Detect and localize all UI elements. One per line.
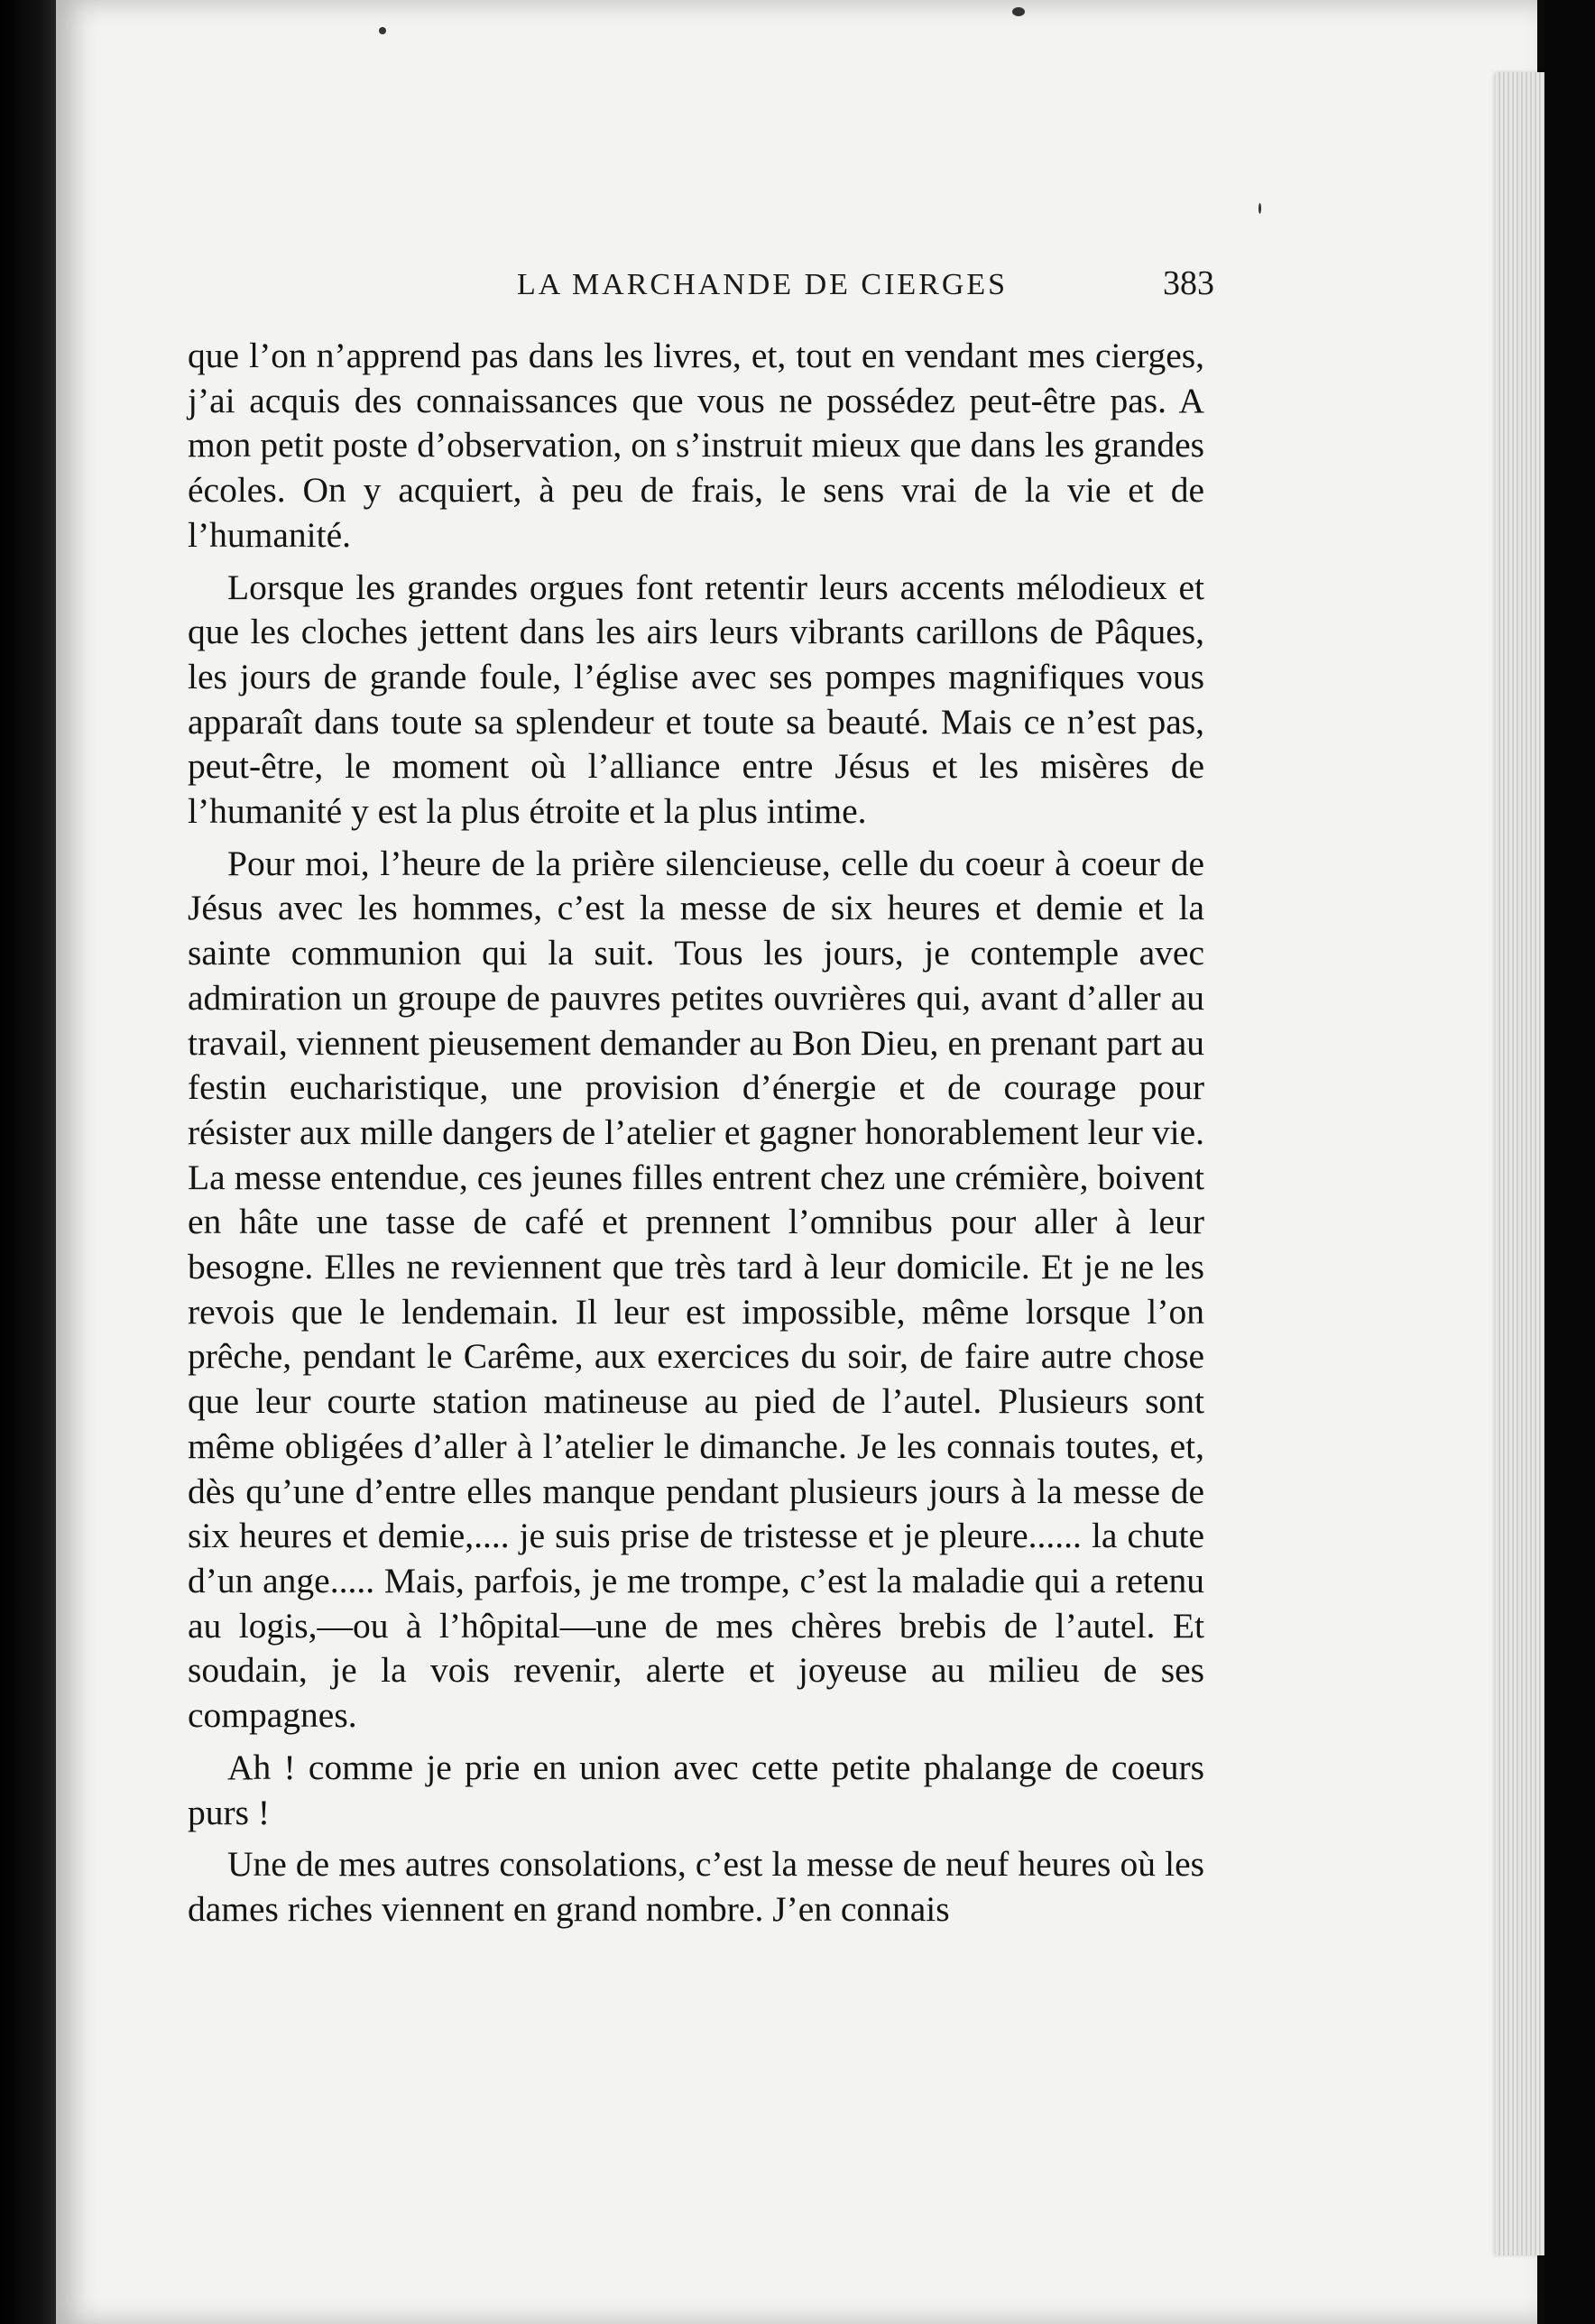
running-head: LA MARCHANDE DE CIERGES <box>517 268 1009 301</box>
scan-background-right <box>1544 0 1595 2324</box>
book-gutter-shadow <box>0 0 63 2324</box>
dust-speck <box>1012 7 1025 16</box>
paragraph: Ah ! comme je prie en union avec cette petite phalange de coeurs purs ! <box>188 1747 1204 1832</box>
dust-speck <box>379 27 386 34</box>
paragraph: Pour moi, l’heure de la prière silencieuse, celle du coeur à coeur de Jésus avec les hommes, c’est la messe de six heures et demie et la sainte communion qui la suit. Tous les jours, je contemple avec admiration un groupe de pauvres petites ouvrières qui, avant d’aller au travail, viennent pieusement demander au Bon Dieu, en prenant part au festin eucharistique, une provision d’énergie et de courage pour résister aux mille dangers de l’atelier et gagner honorablement leur vie. La messe entendue, ces jeunes filles entrent chez une crémière, boivent en hâte une tasse de café et prennent l’omnibus pour aller à leur besogne. Elles ne reviennent que très tard à leur domicile. Et je ne les revois que le lendemain. Il leur est impossible, même lorsque l’on prêche, pendant le Carême, aux exercices du soir, de faire autre chose que leur courte station matineuse au pied de l’autel. Plusieurs sont même obligées d’aller à l’atelier le dimanche. Je les connais toutes, et, dès qu’une d’entre elles manque pendant plusieurs jours à la messe de six heures et demie,.... je suis prise de tristesse et je pleure...... la chute d’un ange..... Mais, parfois, je me trompe, c’est la maladie qui a retenu au logis,—ou à l’hôpital—une de mes chères brebis de l’autel. Et soudain, je la vois revenir, alerte et joyeuse au milieu de ses compagnes. <box>188 843 1204 1736</box>
dust-speck <box>1258 203 1261 214</box>
page-number: 383 <box>1163 264 1214 302</box>
paragraph: Lorsque les grandes orgues font retentir leurs accents mélodieux et que les cloches jettent dans les airs leurs vibrants carillons de Pâques, les jours de grande foule, l’église avec ses pompes magnifiques vous apparaît dans toute sa splendeur et toute sa beauté. Mais ce n’est pas, peut-être, le moment où l’alliance entre Jésus et les misères de l’humanité y est la plus étroite et la plus intime. <box>188 567 1204 832</box>
body-text <box>188 334 1204 1932</box>
page-fore-edge <box>1496 72 1544 2255</box>
paragraph: que l’on n’apprend pas dans les livres, et, tout en vendant mes cierges, j’ai acquis des connaissances que vous ne possédez peut-être pas. A mon petit poste d’observation, on s’instruit mieux que dans les grandes écoles. On y acquiert, à peu de frais, le sens vrai de la vie et de l’humanité. <box>188 336 1204 555</box>
paragraph: Une de mes autres consolations, c’est la messe de neuf heures où les dames riches viennent en grand nombre. J’en connais <box>188 1844 1204 1929</box>
